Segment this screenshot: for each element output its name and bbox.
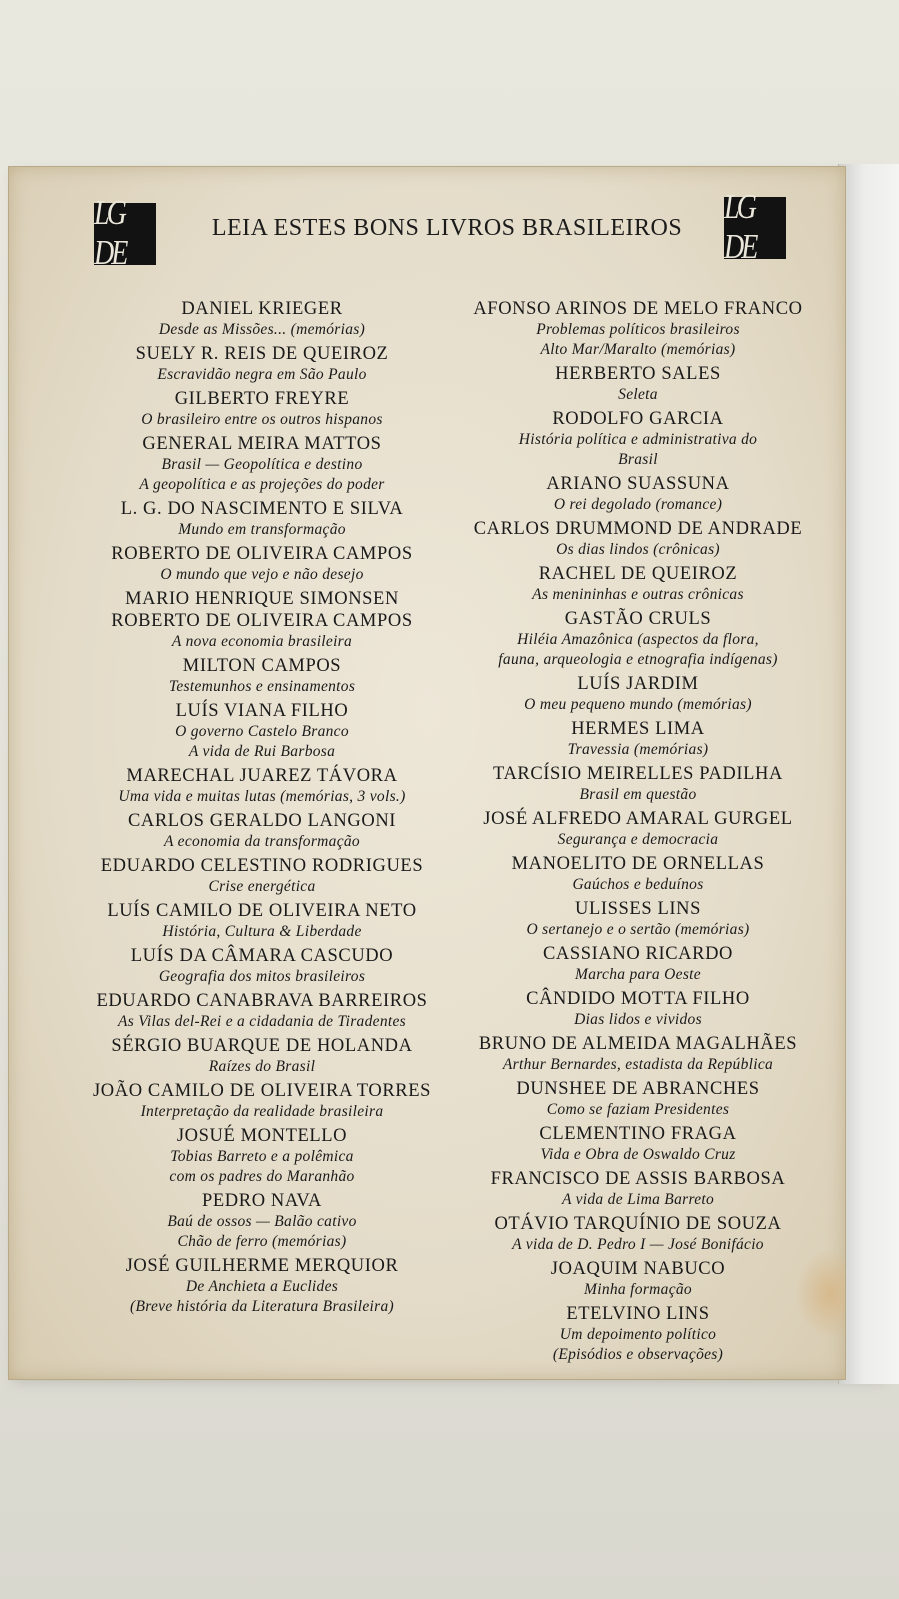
author-name: LUÍS DA CÂMARA CASCUDO (130, 946, 394, 966)
book-title: Os dias lindos (crônicas) (556, 541, 720, 558)
page-title: LEIA ESTES BONS LIVROS BRASILEIROS (211, 215, 683, 241)
book-entry (72, 945, 452, 987)
book-entry (448, 473, 828, 515)
book-entry (72, 343, 452, 385)
book-title: Uma vida e muitas lutas (memórias, 3 vols.) (118, 788, 406, 805)
book-title: Arthur Bernardes, estadista da República (502, 1056, 774, 1073)
book-entry (72, 1125, 452, 1187)
book-title: Desde as Missões... (memórias) (158, 321, 366, 338)
book-entry (448, 608, 828, 670)
book-entry (448, 1213, 828, 1255)
book-title: Como se faziam Presidentes (546, 1101, 730, 1118)
author-name: JOAQUIM NABUCO (550, 1259, 726, 1279)
book-entry (448, 1033, 828, 1075)
author-name: JOSUÉ MONTELLO (176, 1126, 348, 1146)
book-entry (448, 1123, 828, 1165)
book-entry (72, 655, 452, 697)
book-title: Brasil (618, 451, 658, 468)
right-book-list (448, 298, 828, 1368)
book-entry (448, 1258, 828, 1300)
book-title: Baú de ossos — Balão cativo (167, 1213, 357, 1230)
book-title: Geografia dos mitos brasileiros (158, 968, 366, 985)
book-title: com os padres do Maranhão (169, 1168, 355, 1185)
book-entry (448, 853, 828, 895)
author-name: ARIANO SUASSUNA (546, 474, 730, 494)
book-entry (448, 518, 828, 560)
book-entry (72, 990, 452, 1032)
book-title: O mundo que vejo e não desejo (160, 566, 364, 583)
book-entry (72, 700, 452, 762)
book-title: História, Cultura & Liberdade (162, 923, 362, 940)
book-entry (448, 808, 828, 850)
book-title: Tobias Barreto e a polêmica (170, 1148, 354, 1165)
author-name: LUÍS VIANA FILHO (175, 701, 349, 721)
book-entry (448, 943, 828, 985)
author-name: MARIO HENRIQUE SIMONSEN (125, 589, 399, 609)
author-name: MANOELITO DE ORNELLAS (511, 854, 765, 874)
book-title: Problemas políticos brasileiros (536, 321, 740, 338)
book-entry (72, 855, 452, 897)
author-name: PEDRO NAVA (202, 1191, 322, 1211)
author-name: DUNSHEE DE ABRANCHES (516, 1079, 760, 1099)
book-entry (448, 298, 828, 360)
book-title: A vida de D. Pedro I — José Bonifácio (512, 1236, 764, 1253)
author-name: GENERAL MEIRA MATTOS (142, 434, 382, 454)
book-entry (72, 388, 452, 430)
book-title: Travessia (memórias) (567, 741, 709, 758)
author-name: MARECHAL JUAREZ TÁVORA (126, 766, 398, 786)
book-entry (72, 1035, 452, 1077)
book-entry (72, 1255, 452, 1317)
book-title: Chão de ferro (memórias) (177, 1233, 347, 1250)
book-title: Brasil em questão (579, 786, 697, 803)
book-title: Dias lidos e vividos (574, 1011, 702, 1028)
author-name: JOSÉ ALFREDO AMARAL GURGEL (483, 809, 793, 829)
book-title: Gaúchos e beduínos (572, 876, 704, 893)
book-title: As Vilas del-Rei e a cidadania de Tiradentes (118, 1013, 406, 1030)
book-entry (72, 1080, 452, 1122)
book-title: A economia da transformação (164, 833, 360, 850)
left-book-list (72, 298, 452, 1320)
book-title: Alto Mar/Maralto (memórias) (540, 341, 736, 358)
book-title: O brasileiro entre os outros hispanos (141, 411, 383, 428)
book-title: Vida e Obra de Oswaldo Cruz (540, 1146, 736, 1163)
author-name: ULISSES LINS (575, 899, 701, 919)
author-name: JOÃO CAMILO DE OLIVEIRA TORRES (93, 1081, 431, 1101)
author-name: GASTÃO CRULS (564, 609, 712, 629)
author-name: ETELVINO LINS (566, 1304, 710, 1324)
author-name: JOSÉ GUILHERME MERQUIOR (125, 1256, 399, 1276)
book-entry (448, 988, 828, 1030)
author-name: SUELY R. REIS DE QUEIROZ (135, 344, 389, 364)
author-name: ROBERTO DE OLIVEIRA CAMPOS (111, 611, 413, 631)
book-entry (72, 543, 452, 585)
author-name: L. G. DO NASCIMENTO E SILVA (120, 499, 404, 519)
book-title: O meu pequeno mundo (memórias) (524, 696, 752, 713)
book-entry (448, 673, 828, 715)
book-title: Interpretação da realidade brasileira (140, 1103, 384, 1120)
book-title: (Breve história da Literatura Brasileira) (129, 1298, 394, 1315)
author-name: EDUARDO CELESTINO RODRIGUES (100, 856, 424, 876)
book-title: Raízes do Brasil (208, 1058, 316, 1075)
book-entry (448, 1078, 828, 1120)
author-name: RACHEL DE QUEIROZ (538, 564, 738, 584)
book-title: Um depoimento político (559, 1326, 717, 1343)
book-title: A vida de Lima Barreto (561, 1191, 715, 1208)
book-entry (72, 1190, 452, 1252)
book-entry (72, 433, 452, 495)
book-title: Segurança e democracia (557, 831, 719, 848)
book-entry (448, 563, 828, 605)
book-entry (72, 298, 452, 340)
author-name: EDUARDO CANABRAVA BARREIROS (96, 991, 428, 1011)
book-entry (448, 1168, 828, 1210)
book-entry (448, 363, 828, 405)
book-title: Mundo em transformação (178, 521, 346, 538)
author-name: RODOLFO GARCIA (552, 409, 724, 429)
book-title: As menininhas e outras crônicas (532, 586, 744, 603)
book-entry (448, 763, 828, 805)
book-title: Testemunhos e ensinamentos (168, 678, 356, 695)
author-name: DANIEL KRIEGER (181, 299, 343, 319)
book-entry (448, 1303, 828, 1365)
book-title: Marcha para Oeste (575, 966, 701, 983)
author-name: CÂNDIDO MOTTA FILHO (526, 989, 750, 1009)
book-entry (72, 498, 452, 540)
publisher-logo-right: LG DE (724, 197, 786, 259)
author-name: CASSIANO RICARDO (542, 944, 733, 964)
author-name: LUÍS JARDIM (577, 674, 699, 694)
book-entry (72, 588, 452, 652)
author-name: CLEMENTINO FRAGA (539, 1124, 737, 1144)
book-title: Escravidão negra em São Paulo (157, 366, 367, 383)
book-title: Seleta (618, 386, 658, 403)
author-name: SÉRGIO BUARQUE DE HOLANDA (111, 1036, 413, 1056)
author-name: LUÍS CAMILO DE OLIVEIRA NETO (107, 901, 417, 921)
book-title: A vida de Rui Barbosa (188, 743, 336, 760)
book-title: fauna, arqueologia e etnografia indígenas) (498, 651, 778, 668)
book-title: (Episódios e observações) (552, 1346, 724, 1363)
book-entry (448, 718, 828, 760)
book-title: Crise energética (208, 878, 316, 895)
book-title: Brasil — Geopolítica e destino (161, 456, 363, 473)
book-title: A geopolítica e as projeções do poder (139, 476, 385, 493)
book-entry (72, 810, 452, 852)
author-name: HERMES LIMA (571, 719, 705, 739)
author-name: HERBERTO SALES (555, 364, 721, 384)
book-spine-edge (838, 164, 899, 1384)
author-name: BRUNO DE ALMEIDA MAGALHÃES (478, 1034, 798, 1054)
author-name: CARLOS GERALDO LANGONI (127, 811, 397, 831)
author-name: AFONSO ARINOS DE MELO FRANCO (473, 299, 803, 319)
book-entry (448, 898, 828, 940)
author-name: TARCÍSIO MEIRELLES PADILHA (493, 764, 783, 784)
book-title: A nova economia brasileira (171, 633, 353, 650)
author-name: FRANCISCO DE ASSIS BARBOSA (490, 1169, 786, 1189)
author-name: ROBERTO DE OLIVEIRA CAMPOS (111, 544, 413, 564)
book-entry (72, 900, 452, 942)
book-title: O rei degolado (romance) (553, 496, 723, 513)
book-title: Minha formação (584, 1281, 692, 1298)
author-name: MILTON CAMPOS (182, 656, 342, 676)
book-entry (72, 765, 452, 807)
book-title: O sertanejo e o sertão (memórias) (526, 921, 750, 938)
book-title: De Anchieta a Euclides (185, 1278, 339, 1295)
book-entry (448, 408, 828, 470)
author-name: OTÁVIO TARQUÍNIO DE SOUZA (494, 1214, 782, 1234)
author-name: CARLOS DRUMMOND DE ANDRADE (473, 519, 803, 539)
book-title: História política e administrativa do (518, 431, 758, 448)
publisher-logo-left: LG DE (94, 203, 156, 265)
author-name: GILBERTO FREYRE (174, 389, 350, 409)
book-title: Hiléia Amazônica (aspectos da flora, (517, 631, 759, 648)
book-title: O governo Castelo Branco (175, 723, 349, 740)
